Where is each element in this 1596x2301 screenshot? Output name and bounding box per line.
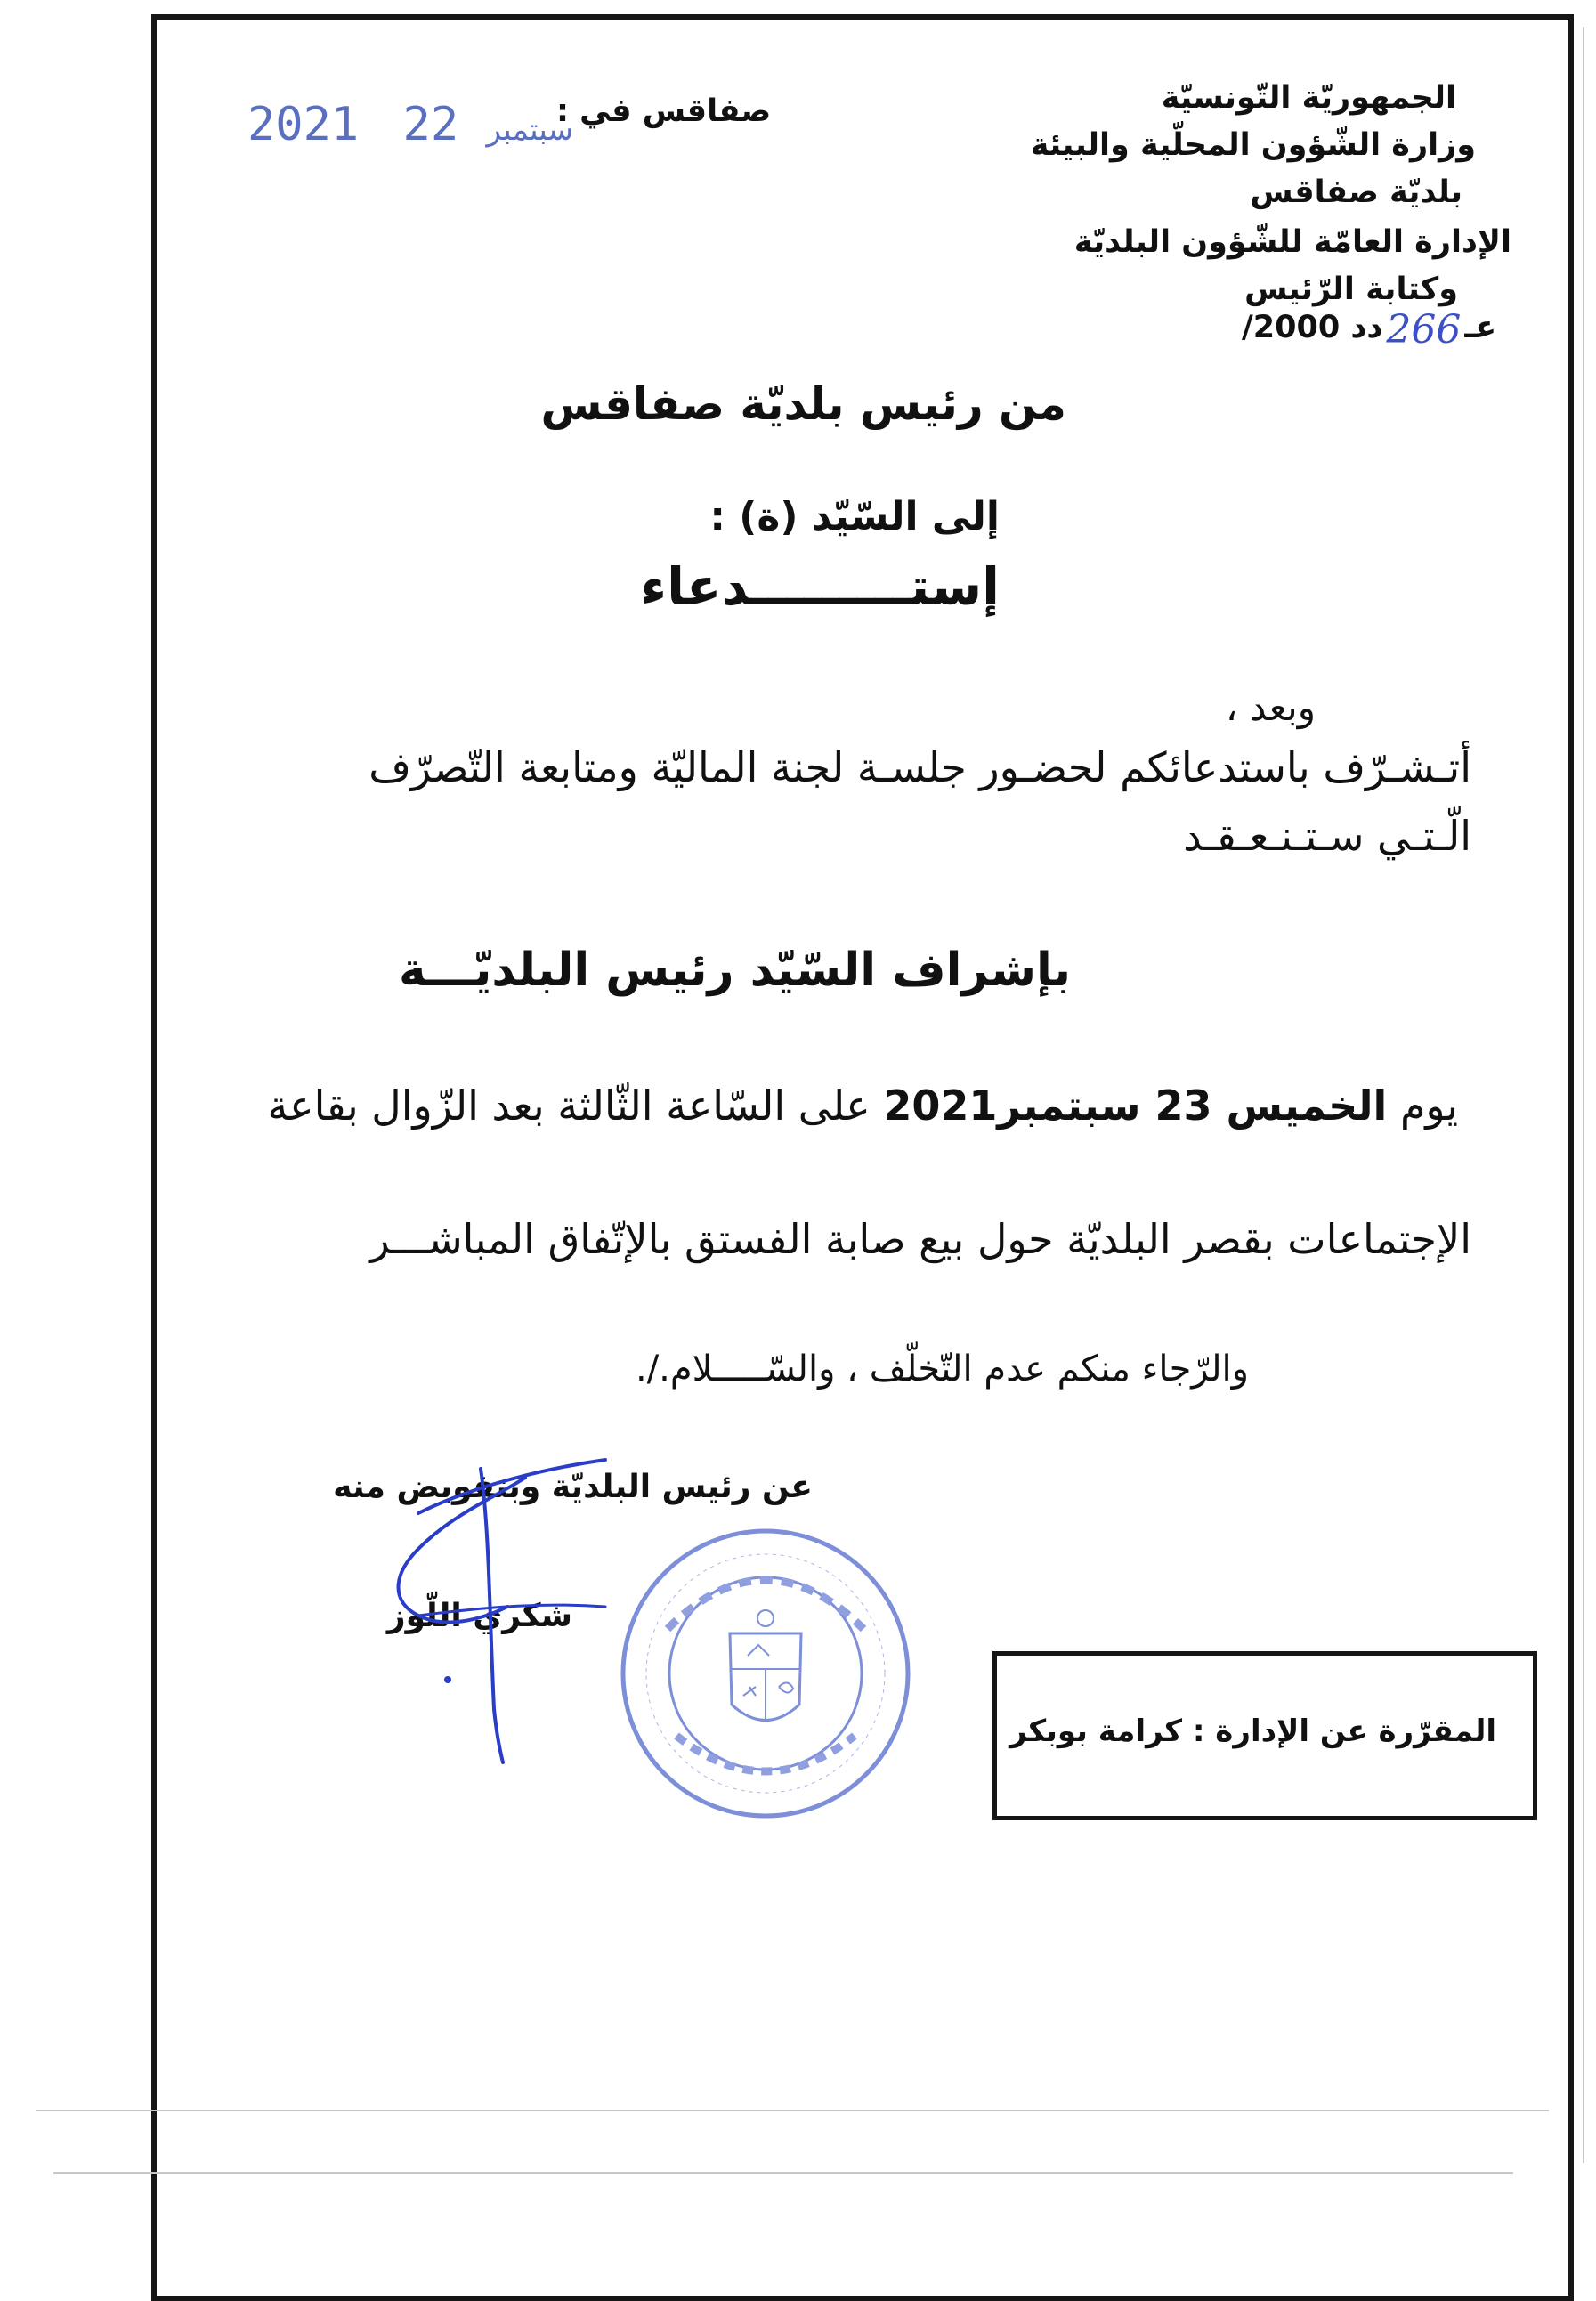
date-stamp — [247, 98, 573, 151]
scan-edge-line — [53, 2172, 1513, 2174]
from-line: من رئيس بلديّة صفاقس — [540, 378, 1066, 430]
meeting-line-2: الإجتماعات بقصر البلديّة حول بيع صابة الفستق بالإتّفاق المباشـــر — [369, 1215, 1471, 1263]
header-republic: الجمهوريّة التّونسيّة — [1161, 80, 1456, 116]
meeting-prefix: يوم — [1399, 1082, 1458, 1130]
document-title: إستـــــــــدعاء — [640, 556, 1000, 617]
header-office: وكتابة الرّئيس — [1244, 271, 1458, 307]
meeting-rest: على السّاعة الثّالثة بعد الزّوال بقاعة — [267, 1082, 871, 1130]
header-directorate: الإدارة العامّة للشّؤون البلديّة — [1073, 224, 1511, 260]
body-line-1: أتـشـرّف باستدعائكم لحضـور جلسـة لجنة الماليّة ومتابعة التّصرّف — [369, 743, 1471, 791]
body-line-2: الّـتـي سـتـنـعـقـد — [1183, 812, 1471, 860]
reference-suffix: /2000 دد — [1242, 310, 1383, 345]
scan-edge-line — [1583, 27, 1584, 2163]
reference-number — [1242, 307, 1496, 352]
greeting: وبعد ، — [1225, 685, 1316, 729]
header-ministry: وزارة الشّؤون المحلّية والبيئة — [1030, 127, 1476, 163]
header-municipality: بلديّة صفاقس — [1250, 174, 1462, 210]
meeting-day: الخميس 23 سبتمبر2021 — [883, 1082, 1388, 1130]
date-label: صفاقس في : — [556, 93, 772, 129]
signature-name: شكري اللّوز — [386, 1598, 572, 1634]
reference-handwritten: 266 — [1386, 307, 1462, 352]
handwritten-signature — [312, 1415, 668, 1771]
date-day: 22 — [402, 98, 459, 151]
supervision-line: بإشراف السّيّد رئيس البلديّـــة — [398, 944, 1071, 997]
reference-prefix: عـ — [1464, 310, 1497, 345]
closing-line: والرّجاء منكم عدم التّخلّف ، والسّـــــلام./. — [635, 1349, 1249, 1390]
rapporteur-label: المقرّرة عن الإدارة : كرامة بوبكر — [1009, 1714, 1496, 1749]
date-year: 2021 — [247, 98, 360, 151]
date-month: سبتمبر — [486, 112, 574, 148]
scan-edge-line — [36, 2110, 1549, 2111]
to-line: إلى السّيّد (ة) : — [709, 494, 1000, 539]
meeting-line-1 — [267, 1082, 1458, 1130]
document-border — [151, 14, 1574, 2301]
signature-on-behalf: عن رئيس البلديّة وبتفويض منه — [333, 1469, 813, 1505]
